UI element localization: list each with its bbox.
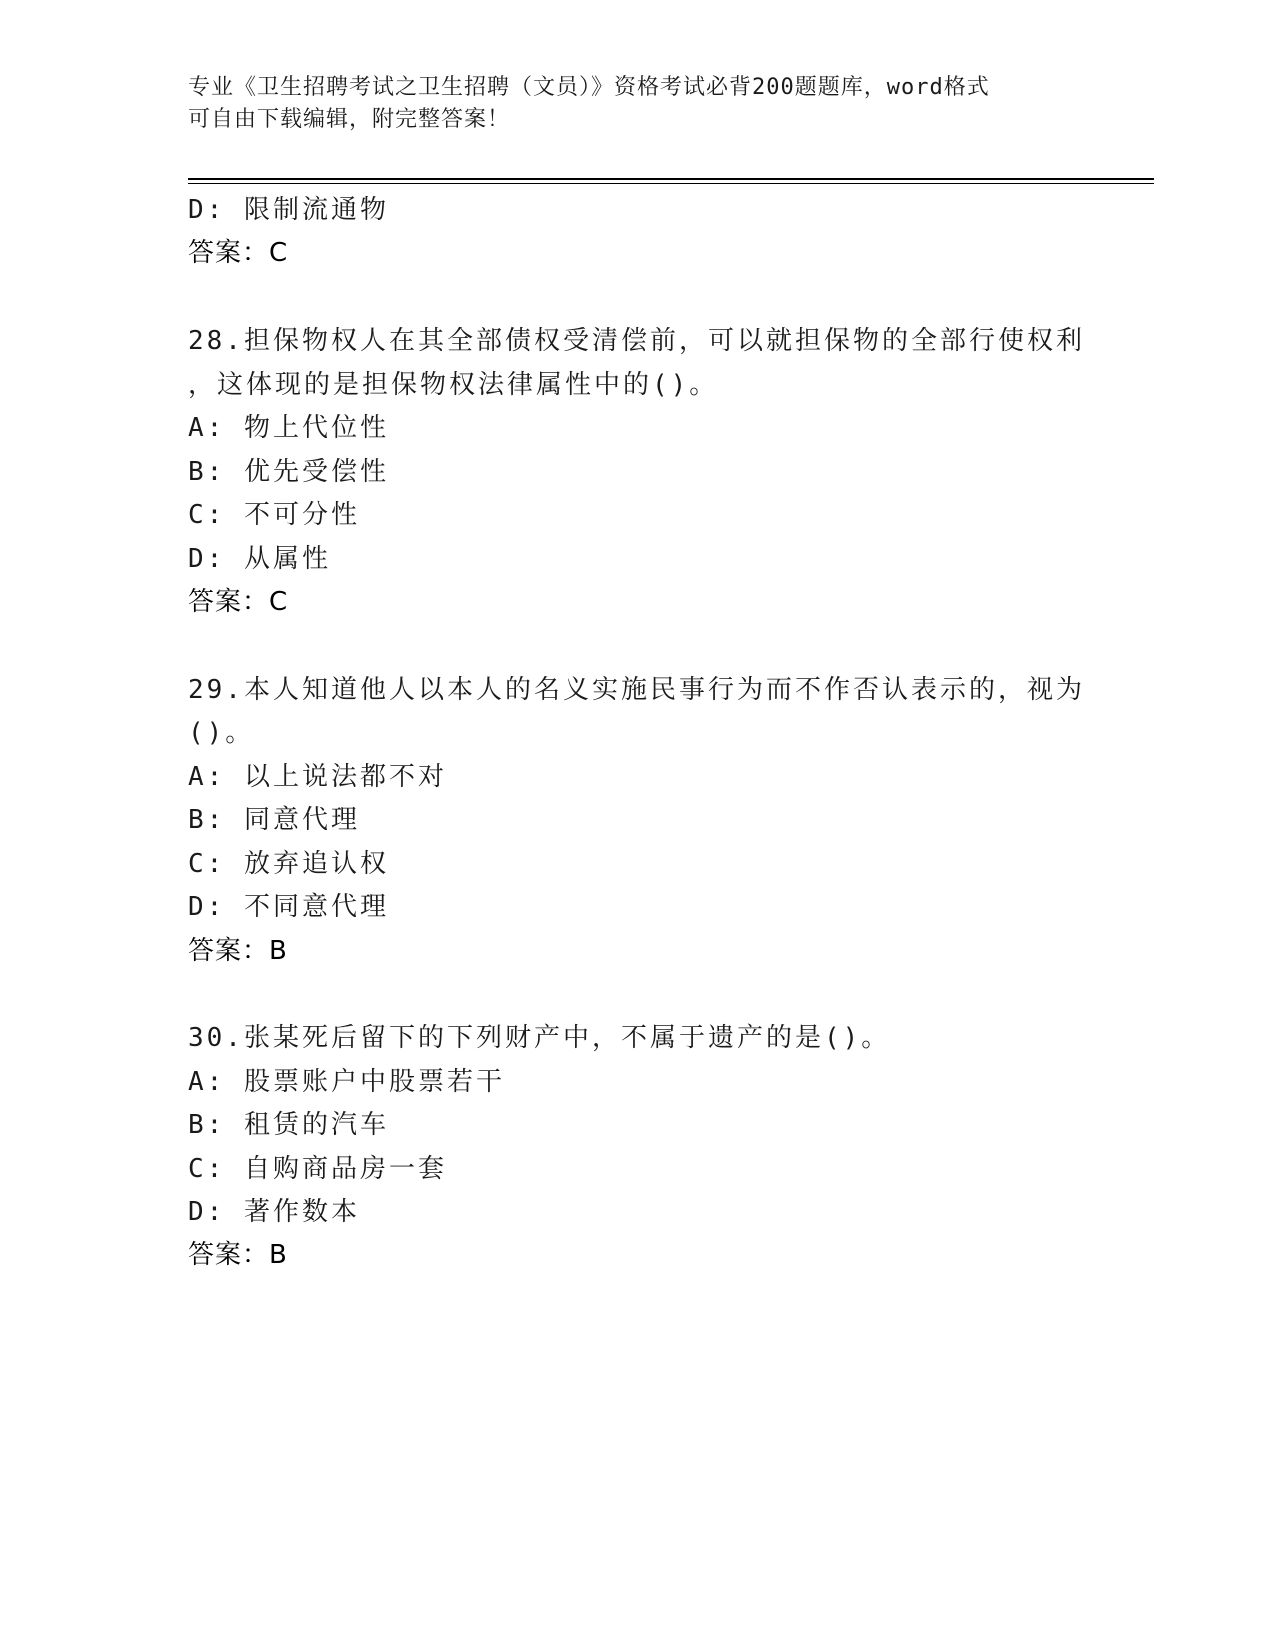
q30-stem-line-1: 30.张某死后留下的下列财产中，不属于遗产的是()。 — [188, 1023, 891, 1053]
header-line-1: 专业《卫生招聘考试之卫生招聘（文员）》资格考试必背200题题库，word格式 — [188, 75, 990, 100]
q27-option-d: D: 限制流通物 — [188, 195, 389, 225]
q30-option-b: B: 租赁的汽车 — [188, 1110, 389, 1140]
q30-option-a: A: 股票账户中股票若干 — [188, 1067, 505, 1097]
q29-option-b: B: 同意代理 — [188, 805, 360, 835]
q29-option-c: C: 放弃追认权 — [188, 849, 389, 879]
q30-option-d: D: 著作数本 — [188, 1197, 360, 1227]
q28-stem-line-2: ，这体现的是担保物权法律属性中的()。 — [188, 370, 719, 400]
q29-option-d: D: 不同意代理 — [188, 892, 389, 922]
q27-answer: 答案：C — [188, 238, 289, 268]
q28-answer: 答案：C — [188, 587, 289, 617]
q28-option-a: A: 物上代位性 — [188, 413, 389, 443]
q30-answer: 答案：B — [188, 1240, 288, 1270]
q28-option-d: D: 从属性 — [188, 544, 331, 574]
header-divider-thin — [188, 183, 1154, 184]
q29-option-a: A: 以上说法都不对 — [188, 762, 447, 792]
q29-stem-line-1: 29.本人知道他人以本人的名义实施民事行为而不作否认表示的，视为 — [188, 675, 1085, 705]
q30-option-c: C: 自购商品房一套 — [188, 1154, 447, 1184]
q28-option-b: B: 优先受偿性 — [188, 457, 389, 487]
header-divider-thick — [188, 178, 1154, 180]
q29-stem-line-2: ()。 — [188, 718, 255, 748]
header-line-2: 可自由下载编辑，附完整答案！ — [188, 107, 511, 132]
document-header — [188, 72, 1088, 136]
q29-answer: 答案：B — [188, 936, 288, 966]
q28-stem-line-1: 28.担保物权人在其全部债权受清偿前，可以就担保物的全部行使权利 — [188, 326, 1085, 356]
q28-option-c: C: 不可分性 — [188, 500, 360, 530]
